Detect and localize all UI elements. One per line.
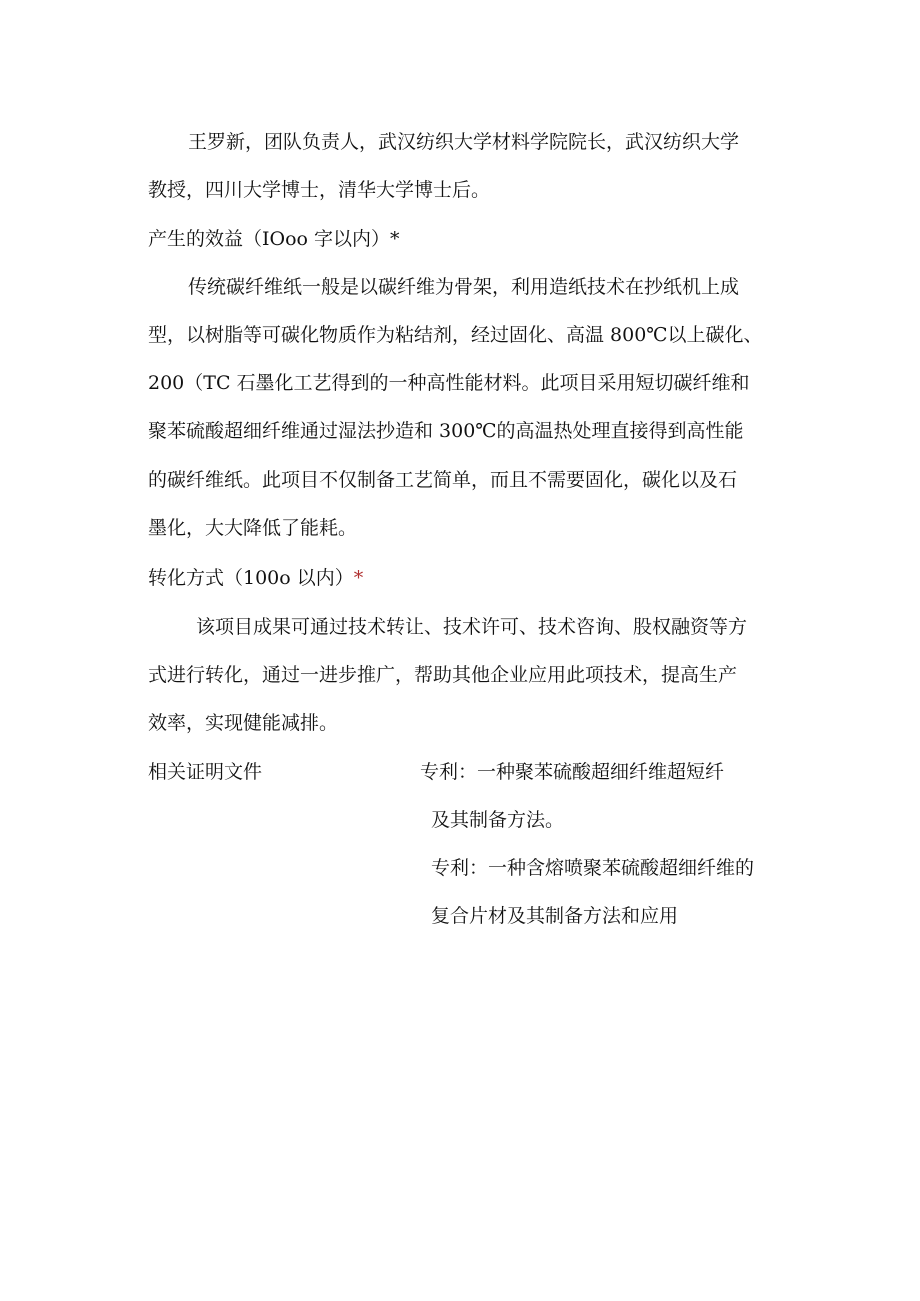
transfer-required-mark: *	[353, 567, 364, 589]
benefit-heading	[148, 227, 400, 251]
proof-label: 相关证明文件	[148, 761, 263, 783]
patent-2-line-1: 专利：一种含熔喷聚苯硫酸超细纤维的	[431, 857, 755, 879]
benefit-heading-text: 产生的效益（IOoo 字以内）	[148, 228, 391, 250]
benefit-line-5: 的碳纤维纸。此项目不仅制备工艺简单，而且不需要固化，碳化以及石	[148, 469, 738, 491]
transfer-line-2: 式进行转化，通过一进步推广，帮助其他企业应用此项技术，提高生产	[148, 664, 738, 686]
benefit-line-4: 聚苯硫酸超细纤维通过湿法抄造和 300℃的高温热处理直接得到高性能	[148, 420, 744, 442]
team-intro-line-2: 教授，四川大学博士，清华大学博士后。	[148, 179, 491, 201]
transfer-line-3: 效率，实现健能减排。	[148, 712, 339, 734]
patent-2-line-2: 复合片材及其制备方法和应用	[431, 905, 679, 927]
patent-1-line-2: 及其制备方法。	[431, 809, 565, 831]
transfer-heading-text: 转化方式（100o 以内）	[148, 567, 354, 589]
benefit-line-1: 传统碳纤维纸一般是以碳纤维为骨架，利用造纸技术在抄纸机上成	[188, 276, 740, 298]
benefit-line-3: 200（TC 石墨化工艺得到的一种高性能材料。此项目采用短切碳纤维和	[148, 372, 750, 394]
patent-1-line-1: 专利：一种聚苯硫酸超细纤维超短纤	[420, 761, 725, 783]
team-intro-line-1: 王罗新，团队负责人，武汉纺织大学材料学院院长，武汉纺织大学	[188, 131, 740, 153]
benefit-required-mark: *	[390, 228, 400, 250]
transfer-line-1: 该项目成果可通过技术转让、技术许可、技术咨询、股权融资等方	[196, 616, 748, 638]
benefit-line-2: 型，以树脂等可碳化物质作为粘结剂，经过固化、高温 800℃以上碳化、	[148, 324, 763, 346]
transfer-heading	[148, 566, 363, 590]
benefit-line-6: 墨化，大大降低了能耗。	[148, 517, 358, 539]
